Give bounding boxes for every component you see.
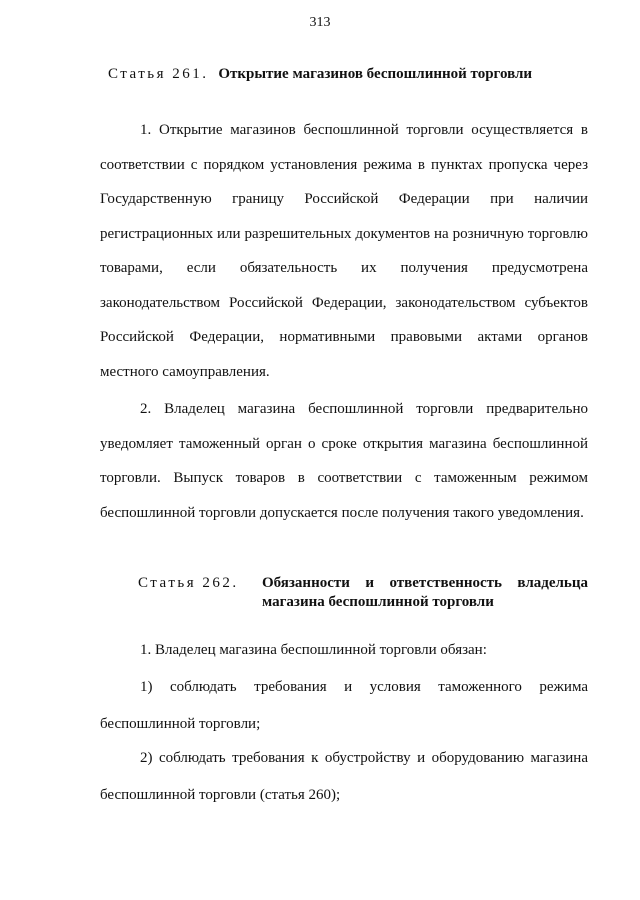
article-261-label: Статья 261. [107, 66, 209, 82]
article-262-paragraph-1: 1. Владелец магазина беспошлинной торговли обязан: [140, 642, 487, 658]
article-262-item-2: 2) соблюдать требования к обустройству и оборудованию магазина беспошлинной торговли (статья 260); [100, 750, 588, 803]
article-261-paragraph-2: 2. Владелец магазина беспошлинной торговли предварительно уведомляет таможенный орган о сроке открытия магазина беспошлинной торговли. Выпуск товаров в соответствии с таможенным режимом беспошлинной торговли допускается после получения такого уведомления. [100, 401, 588, 521]
article-262-heading: Обязанности и ответственность владельца магазина беспошлинной торговли [262, 575, 588, 610]
page-number: 313 [309, 15, 331, 30]
article-262-title [138, 574, 588, 612]
article-261-title [0, 66, 640, 83]
article-261-heading: Открытие магазинов беспошлинной торговли [218, 66, 533, 82]
article-262-label: Статья 262. [138, 575, 239, 591]
article-261-paragraph-1: 1. Открытие магазинов беспошлинной торговли осуществляется в соответствии с порядком установления режима в пунктах пропуска через Государственную границу Российской Федерации при наличии регистрационных или разрешительных документов на розничную торговлю товарами, если обязательность их получения предусмотрена законодательством Российской Федерации, законодательством субъектов Российской Федерации, нормативными правовыми актами органов местного самоуправления. [100, 122, 588, 380]
article-262-item-1: 1) соблюдать требования и условия таможенного режима беспошлинной торговли; [100, 679, 588, 732]
